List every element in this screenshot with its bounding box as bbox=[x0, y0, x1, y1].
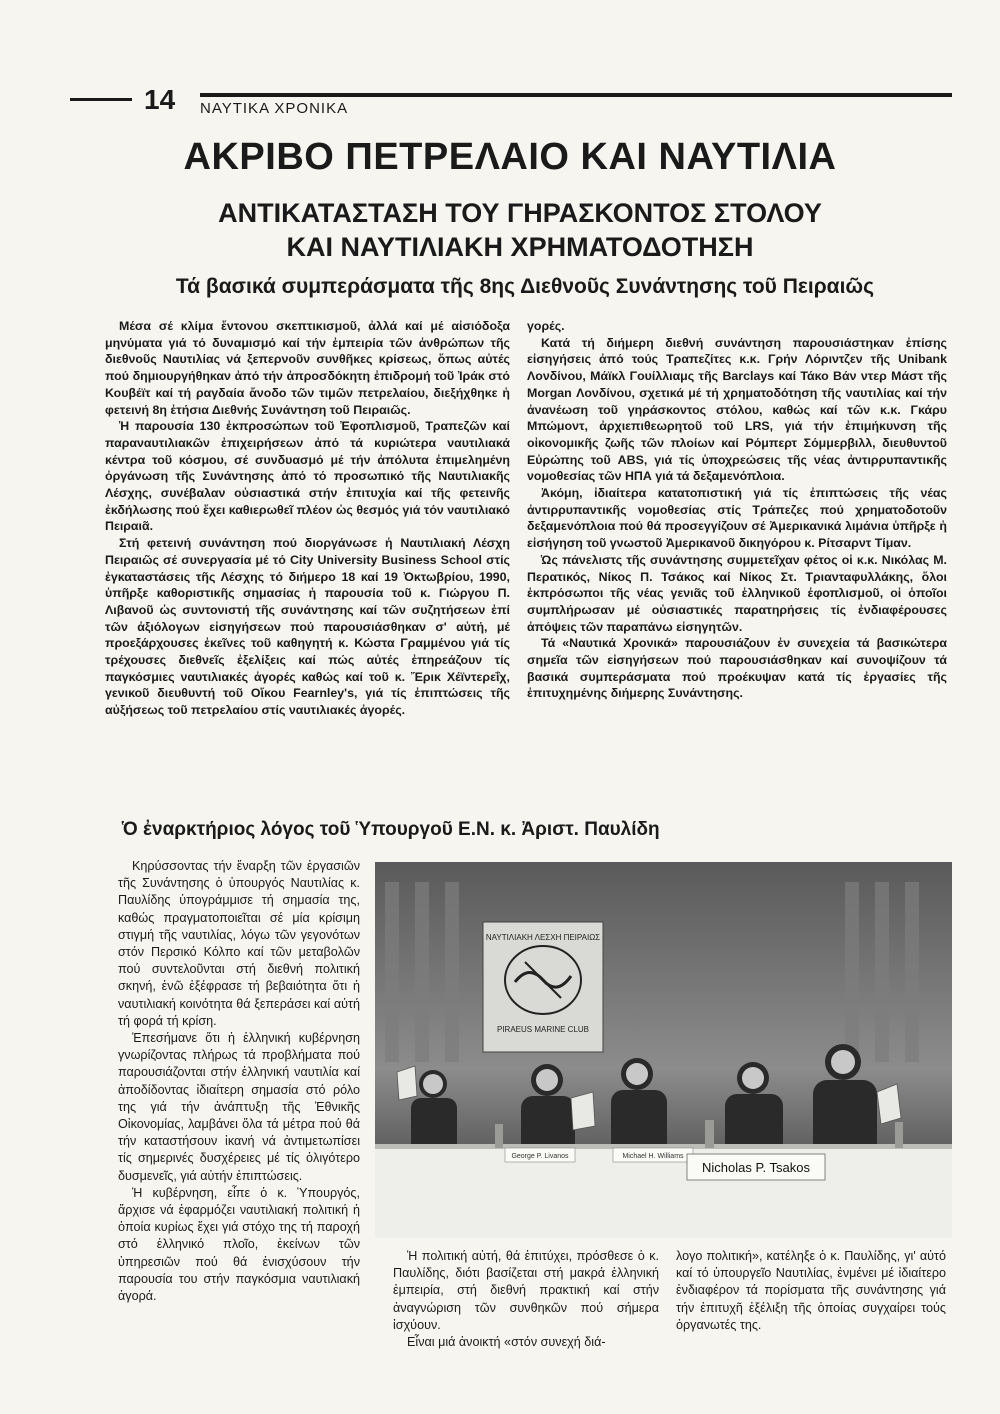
banner-text-greek: ΝΑΥΤΙΛΙΑΚΗ ΛΕΣΧΗ ΠΕΙΡΑΙΩΣ bbox=[485, 933, 601, 942]
nameplate: George P. Livanos bbox=[511, 1153, 569, 1160]
article-subtitle bbox=[120, 196, 920, 264]
speech-column-right bbox=[676, 1248, 946, 1334]
intro-paragraph: Στή φετεινή συνάντηση πού διοργάνωσε ἡ Ναυτιλιακή Λέσχη Πειραιῶς σέ συνεργασία μέ τό City University Business School στίς ἐγκαταστάσεις τῆς Λέσχης τό διήμερο 18 καί 19 Ὀκτωβρίου, 1990, ὑπῆρξε καθοριστικῆς σημασίας ἡ παρουσία τοῦ κ. Γιώργου Π. Λιβανοῦ ὡς συντονιστή τῆς συνάντησης καί τῶν συζητήσεων ἐπί τῶν ἀξιόλογων εἰσηγήσεων πού παρουσιάσθηκαν σ' αὐτή, μέ προεξάρχουσες ἐκεῖνες τοῦ καθηγητή κ. Κώστα Γραμμένου γιά τίς τρέχουσες διεθνεῖς ἐξελίξεις καί πώς αὐτές ἐπηρεάζουν τίς παγκόσμιες ναυτιλιακές ἀγορές καθώς καί τοῦ κ. Ἔρικ Χέϊντερεΐχ, γενικοῦ διευθυντή τοῦ Οἴκου Fearnley's, γιά τίς ἐπιπτώσεις τῆς αὐξήσεως τοῦ πετρελαίου στίς ναυτιλιακές ἀγορές. bbox=[105, 536, 510, 718]
speech-paragraph: λογο πολιτική», κατέληξε ὁ κ. Παυλίδης, γι' αὐτό καί τό ὑπουργεῖο Ναυτιλίας, ἐνμένει μέ ἰδιαίτερο ἐνδιαφέρον τά πορίσματα τῆς συνάντησης γιά τήν ἐπιτυχῆ ἐξέλιξη τῆς ὁποίας συγχαίρει τούς ὀργανωτές της. bbox=[676, 1249, 946, 1332]
intro-column-right bbox=[527, 318, 947, 702]
speech-paragraph: Ἡ κυβέρνηση, εἶπε ὁ κ. Ὑπουργός, ἄρχισε νά ἐφαρμόζει ναυτιλιακή πολιτική ἡ ὁποία κυρίως ἔχει γιά στόχο της τή παροχή στό ἑλληνικό πλοῖο, ἐκείνων τῶν ὑπηρεσιῶν πού θά ἐνισχύσουν τήν παρουσία του στήν παγκόσμια ναυτιλιακή ἀγορά. bbox=[118, 1185, 360, 1304]
subtitle-line-1: ΑΝΤΙΚΑΤΑΣΤΑΣΗ ΤΟΥ ΓΗΡΑΣΚΟΝΤΟΣ ΣΤΟΛΟΥ bbox=[218, 198, 822, 228]
intro-paragraph: γορές. bbox=[527, 319, 565, 333]
article-title: ΑΚΡΙΒΟ ΠΕΤΡΕΛΑΙΟ ΚΑΙ ΝΑΥΤΙΛΙΑ bbox=[183, 136, 837, 178]
speech-paragraph: Ἡ πολιτική αὐτή, θά ἐπιτύχει, πρόσθεσε ὁ κ. Παυλίδης, διότι βασίζεται στή μακρά ἑλληνική ἐμπειρία, στή διεθνή πρακτική καί στήν ἀναγνώριση τῶν συνθηκῶν πού σήμερα ἰσχύουν. bbox=[393, 1249, 659, 1332]
speech-column-left bbox=[118, 858, 360, 1305]
speech-heading: Ὁ ἐναρκτήριος λόγος τοῦ Ὑπουργοῦ Ε.Ν. κ. Ἀριστ. Παυλίδη bbox=[122, 819, 660, 840]
header-rule-right bbox=[200, 93, 952, 97]
banner-text-english: PIRAEUS MARINE CLUB bbox=[496, 1025, 590, 1034]
page-header bbox=[70, 84, 952, 118]
intro-paragraph: Μέσα σέ κλίμα ἔντονου σκεπτικισμοῦ, ἀλλά καί μέ αἰσιόδοξα μηνύματα γιά τό δυναμισμό καί τήν ἐμπειρία τῶν ἀνθρώπων τῆς διεθνοῦς Ναυτιλίας νά ξεπερνοῦν συνθῆκες κρίσεως, ὅπως αὐτές πού δημιουργήθηκαν ἀπό τήν ἀπροσδόκητη ἐπιδρομή τοῦ Ἰράκ στό Κουβέϊτ καί τή ραγδαία ἄνοδο τῶν τιμῶν πετρελαίου, διεξήχθηκε ἡ φετεινή 8η ἐτήσια Διεθνής Συνάντηση τοῦ Πειραιῶς. bbox=[105, 319, 510, 417]
intro-paragraph: Ἡ παρουσία 130 ἐκπροσώπων τοῦ Ἐφοπλισμοῦ, Τραπεζῶν καί παραναυτιλιακῶν ἐπιχειρήσεων ἀπό τά κυριώτερα ναυτιλιακά κέντρα τοῦ κόσμου, σέ συνδυασμό μέ τήν ἀπόλυτα ἐπιμελημένη ὀργάνωση τῆς Συνάντησης ἀπό τό προσωπικό τῆς Ναυτιλιακῆς Λέσχης, συνέβαλαν οὐσιαστικά στήν ἐπιτυχία καί τῆς φετεινῆς ἐκδήλωσης πού ἔχει καθιερωθεῖ πλέον ὡς θεσμός γιά τόν ναυτιλιακό Πειραιᾶ. bbox=[105, 419, 510, 534]
conference-photo bbox=[375, 862, 952, 1238]
nameplate: Nicholas P. Tsakos bbox=[702, 1160, 810, 1175]
speech-column-middle bbox=[393, 1248, 659, 1351]
nameplate: Michael H. Williams bbox=[622, 1153, 684, 1160]
publication-name: ΝΑΥΤΙΚΑ ΧΡΟΝΙΚΑ bbox=[200, 100, 349, 117]
intro-paragraph: Ἀκόμη, ἰδιαίτερα κατατοπιστική γιά τίς ἐπιπτώσεις τῆς νέας ἀντιρρυπαντικῆς νομοθεσίας στίς Τράπεζες πού χρηματοδοτοῦν δεξαμενόπλοια πού θά προσεγγίζουν σέ Ἀμερικανικά λιμάνια ὑπῆρξε ἡ εἰσήγηση τοῦ γνωστοῦ Ἀμερικανοῦ δικηγόρου κ. Ρίτσαρντ Τίμαν. bbox=[527, 486, 947, 551]
speech-paragraph: Κηρύσσοντας τήν ἔναρξη τῶν ἐργασιῶν τῆς Συνάντησης ὁ ὑπουργός Ναυτιλίας κ. Παυλίδης ὑπογράμμισε τή σημασία της, καθώς πραγματοποιεῖται σέ μία κρίσιμη στιγμή τῆς ναυτιλίας, λόγω τῶν γεγονότων στόν Περσικό Κόλπο καί τῶν μεταβολῶν πού συντελοῦνται στή διεθνή πολιτική σκηνή, ἐνῶ ἐξέφρασε τή βεβαιότητα ὅτι ἡ ναυτιλιακή κοινότητα θά ξεπεράσει καί αὐτή τή φορά τή κρίση. bbox=[118, 859, 360, 1028]
intro-paragraph: Ὡς πάνελιστς τῆς συνάντησης συμμετεῖχαν φέτος οἱ κ.κ. Νικόλας Μ. Περατικός, Νίκος Π. Τσάκος καί Νίκος Στ. Τριανταφυλλάκης, ὅλοι ἐκπρόσωποι τῆς νέας γενιᾶς τοῦ ἑλληνικοῦ ἐφοπλισμοῦ, οἱ ὁποῖοι συμπλήρωσαν μέ οὐσιαστικές παρατηρήσεις τίς ἐνδιαφέρουσες ἀπόψεις τῶν παραπάνω εἰσηγητῶν. bbox=[527, 552, 947, 634]
intro-column-left bbox=[105, 318, 510, 719]
intro-paragraph: Τά «Ναυτικά Χρονικά» παρουσιάζουν ἐν συνεχεία τά βασικώτερα σημεῖα τῶν εἰσηγήσεων πού παρουσιάσθηκαν καί συνοψίζουν τά βασικά συμπεράσματα πού προέκυψαν κατά τίς ἐργασίες τῆς ἐπιτυχημένης διήμερης Συνάντησης. bbox=[527, 636, 947, 701]
header-rule-left bbox=[70, 98, 132, 101]
speech-paragraph: Ἐπεσήμανε ὅτι ἡ ἑλληνική κυβέρνηση γνωρίζοντας πλήρως τά προβλήματα πού παρουσιάζονται στήν ἑλληνική ναυτιλία καί ἀποδίδοντας ἰδιαίτερη σημασία στό ρόλο της γιά τήν ἀνάπτυξη τῆς Ἐθνικῆς Οἰκονομίας, λαμβάνει ὅλα τά μέτρα πού θά τήν καταστήσουν ἱκανή νά ἀντιμετωπίσει τίς σημερινές δυσχέρειες μέ τίς ὀλιγότερο δυσμενεῖς, γιά αὐτήν ἐπιπτώσεις. bbox=[118, 1031, 360, 1183]
speech-paragraph: Εἶναι μιά ἀνοικτή «στόν συνεχή διά- bbox=[407, 1335, 606, 1350]
page-number: 14 bbox=[144, 84, 176, 115]
intro-paragraph: Κατά τή διήμερη διεθνή συνάντηση παρουσιάστηκαν ἐπίσης εἰσηγήσεις ἀπό τούς Τραπεζίτες κ.κ. Γρήν Λόριντζεν τῆς Unibank Λονδίνου, Μάϊκλ Γουίλλιαμς τῆς Barclays καί Τάκο Βάν ντερ Μάστ τῆς Morgan Λονδίνου, σχετικά μέ τή χρηματοδότηση τῆς ναυτιλίας καί τήν ἀνανέωση τοῦ γηράσκοντος στόλου, καθώς καί τῶν κ.κ. Γκάρυ Μπώμοντ, ἀρχιεπιθεωρητοῦ τοῦ LRS, γιά τήν ἐπιμήκυνση τῆς οἰκονομικῆς ζωῆς τῶν πλοίων καί Ρόμπερτ Σόμμερβιλλ, διευθυντοῦ Εὐρώπης τοῦ ABS, γιά τίς ὑποχρεώσεις τῆς νέας ἀντιρρυπαντικῆς νομοθεσίας τῶν ΗΠΑ γιά τά δεξαμενόπλοια. bbox=[527, 335, 947, 484]
subtitle-line-2: ΚΑΙ ΝΑΥΤΙΛΙΑΚΗ ΧΡΗΜΑΤΟΔΟΤΗΣΗ bbox=[286, 232, 754, 262]
conference-photo-drawing bbox=[375, 862, 952, 1238]
article-deck: Τά βασικά συμπεράσματα τῆς 8ης Διεθνοῦς Συνάντησης τοῦ Πειραιῶς bbox=[175, 275, 875, 298]
